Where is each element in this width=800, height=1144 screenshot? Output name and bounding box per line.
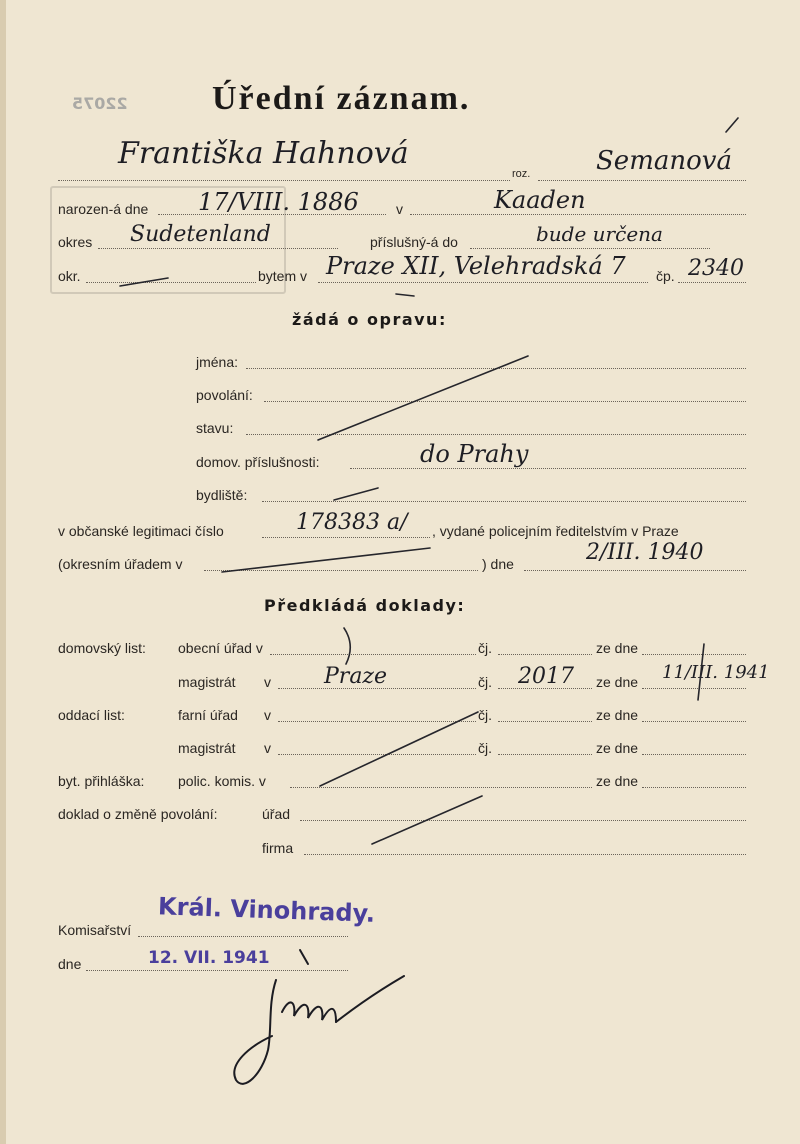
residence-correction-label: bydliště: bbox=[196, 487, 248, 503]
magistrat-label-2: magistrát bbox=[178, 740, 236, 756]
belonging-label: příslušný-á do bbox=[370, 234, 458, 250]
ze-dne-value: 11/III. 1941 bbox=[662, 662, 770, 683]
ze-dne-label-2: ze dne bbox=[596, 674, 639, 690]
oddaci-list-label: oddací list: bbox=[58, 707, 125, 723]
obecni-urad-label: obecní úřad v bbox=[178, 640, 263, 656]
belonging: bude určena bbox=[536, 222, 663, 246]
strike-district-office bbox=[222, 548, 430, 572]
documents-heading: Předkládá doklady: bbox=[264, 596, 466, 615]
v-label-2: v bbox=[264, 707, 271, 723]
strike-request-1 bbox=[318, 356, 528, 440]
issued-label: , vydané policejním ředitelstvím v Praze bbox=[432, 523, 679, 539]
id-date-label: ) dne bbox=[482, 556, 514, 572]
v-label-3: v bbox=[264, 740, 271, 756]
id-number: 178383 a/ bbox=[296, 510, 408, 535]
id-label: v občanské legitimaci číslo bbox=[58, 523, 224, 539]
bracket-praze bbox=[396, 294, 414, 296]
born-date: 17/VIII. 1886 bbox=[198, 188, 359, 216]
ze-dne-label-5: ze dne bbox=[596, 773, 639, 789]
residence: Praze XII, Velehradská 7 bbox=[326, 252, 626, 280]
district-office-label: (okresním úřadem v bbox=[58, 556, 183, 572]
maiden-name: Semanová bbox=[596, 146, 732, 176]
id-date-value: 2/III. 1940 bbox=[586, 540, 704, 565]
house-no: 2340 bbox=[688, 256, 744, 281]
ze-dne-label-3: ze dne bbox=[596, 707, 639, 723]
footer-date-label: dne bbox=[58, 956, 82, 972]
place-label: v bbox=[396, 201, 403, 217]
office-stamp: Král. Vinohrady. bbox=[157, 892, 376, 928]
domicile-value: do Prahy bbox=[420, 440, 529, 468]
residence-label: bytem v bbox=[258, 268, 308, 284]
urad-label: úřad bbox=[262, 806, 291, 822]
status-label: stavu: bbox=[196, 420, 234, 436]
cj-label-2: čj. bbox=[478, 674, 492, 690]
doklad-zmene-label: doklad o změně povolání: bbox=[58, 806, 218, 822]
ze-dne-label-1: ze dne bbox=[596, 640, 639, 656]
stamp-number: 22075 bbox=[72, 94, 128, 113]
cj-label-3: čj. bbox=[478, 707, 492, 723]
firma-label: firma bbox=[262, 840, 294, 856]
occupation-label: povolání: bbox=[196, 387, 253, 403]
farni-urad-label: farní úřad bbox=[178, 707, 238, 723]
request-heading: žádá o opravu: bbox=[292, 310, 447, 329]
name-correction-label: jména: bbox=[196, 354, 239, 370]
domicile-label: domov. příslušnosti: bbox=[196, 454, 320, 470]
magistrat-place: Praze bbox=[324, 664, 388, 689]
v-label-1: v bbox=[264, 674, 271, 690]
byt-prihlaska-label: byt. přihláška: bbox=[58, 773, 145, 789]
okr-label: okr. bbox=[58, 268, 81, 284]
maiden-label: roz. bbox=[512, 168, 531, 180]
office-label: Komisařství bbox=[58, 922, 132, 938]
district-label: okres bbox=[58, 234, 93, 250]
signature-mark bbox=[234, 950, 404, 1084]
born-label: narozen-á dne bbox=[58, 201, 149, 217]
birthplace: Kaaden bbox=[494, 186, 586, 214]
strike-request-2 bbox=[334, 488, 378, 500]
applicant-name: Františka Hahnová bbox=[118, 136, 409, 171]
domovsky-list-label: domovský list: bbox=[58, 640, 146, 656]
strike-doklad bbox=[372, 796, 482, 844]
magistrat-label-1: magistrát bbox=[178, 674, 236, 690]
date-stamp: 12. VII. 1941 bbox=[148, 948, 270, 968]
tick-obecni bbox=[344, 628, 350, 664]
tick-date bbox=[698, 644, 704, 700]
strike-okr bbox=[120, 278, 168, 286]
cj-value: 2017 bbox=[518, 664, 574, 689]
cj-label-1: čj. bbox=[478, 640, 492, 656]
house-no-label: čp. bbox=[656, 268, 675, 284]
ze-dne-label-4: ze dne bbox=[596, 740, 639, 756]
tick-top bbox=[726, 118, 738, 132]
page-title: Úřední záznam. bbox=[212, 80, 471, 117]
strike-oddaci bbox=[320, 712, 478, 786]
cj-label-4: čj. bbox=[478, 740, 492, 756]
polic-komis-label: polic. komis. v bbox=[178, 773, 266, 789]
district: Sudetenland bbox=[130, 222, 271, 247]
